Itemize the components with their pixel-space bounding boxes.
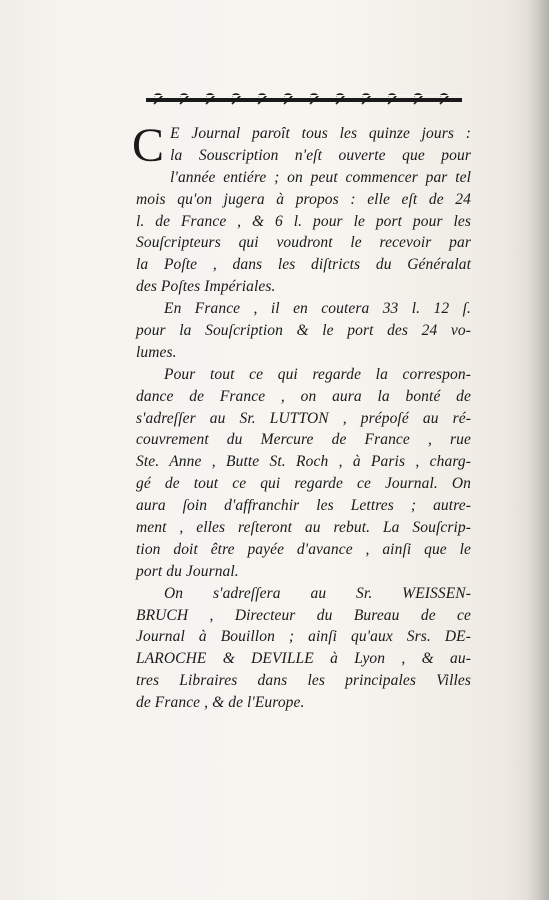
text-line: de France , & de l'Europe. [136,694,305,712]
page-spine-shadow [527,0,549,900]
text-line: aura ſoin d'affranchir les Lettres ; autre- [136,497,471,515]
text-line: BRUCH , Directeur du Bureau de ce [136,606,471,624]
text-line: tion doit être payée d'avance , ainſi que le [136,540,471,558]
text-line: En France , il en coutera 33 l. 12 ſ. [164,300,471,318]
text-line: la Poſte , dans les diſtricts du Généralat [136,256,471,274]
text-line: Ste. Anne , Butte St. Roch , à Paris , charg- [136,453,471,471]
text-line: ment , elles reſteront au rebut. La Souſcrip- [136,519,471,537]
dropcap-letter: C [132,119,165,172]
text-line: Journal à Bouillon ; ainſi qu'aux Srs. DE- [136,628,471,646]
text-line: lumes. [136,343,177,361]
ornament-rule-icon [146,93,462,107]
text-line: port du Journal. [136,562,239,580]
text-line: la Souscription n'eſt ouverte que pour [170,146,471,164]
text-line: LAROCHE & DEVILLE à Lyon , & au- [136,650,471,668]
text-line: E Journal paroît tous les quinze jours : [170,125,471,142]
text-line: tres Libraires dans les principales Villes [136,672,471,690]
text-line: Pour tout ce qui regarde la correspon- [164,365,471,383]
text-line: des Poſtes Impériales. [136,278,276,296]
notice-text [132,119,471,714]
text-line: pour la Souſcription & le port des 24 vo- [136,322,471,340]
text-line: Souſcripteurs qui voudront le recevoir par [136,234,471,252]
text-line: mois qu'on jugera à propos : elle eſt de 24 [136,190,471,208]
text-line: s'adreſſer au Sr. LUTTON , prépoſé au ré- [136,409,471,427]
text-line: l. de France , & 6 l. pour le port pour les [136,212,471,230]
dropcap-paragraph [132,119,471,172]
text-line: dance de France , on aura la bonté de [136,387,471,405]
text-line: l'année entiére ; on peut commencer par tel [170,168,471,186]
text-line: On s'adreſſera au Sr. WEISSEN- [164,584,471,602]
text-line: couvrement du Mercure de France , rue [136,431,471,449]
text-line: gé de tout ce qui regarde ce Journal. On [136,475,471,493]
